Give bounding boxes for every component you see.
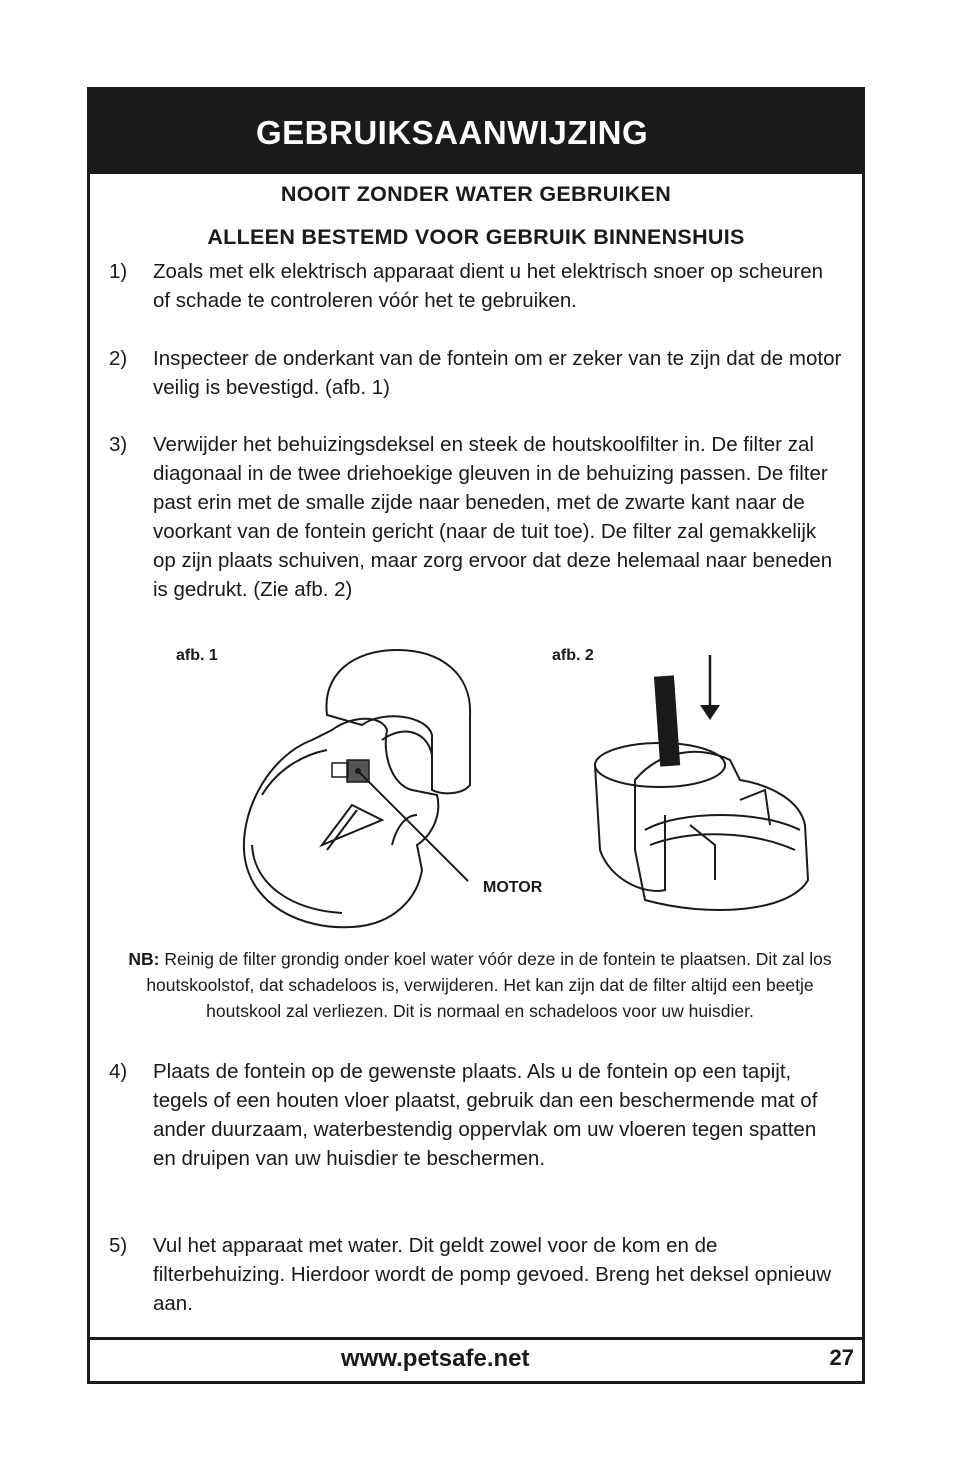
item-text: Inspecteer de onderkant van de fontein om er zeker van te zijn dat de motor veilig is bevestigd. (afb. 1) [153,347,842,399]
item-text: Verwijder het behuizingsdeksel en steek de houtskoolfilter in. De filter zal diagonaal in de twee driehoekige gleuven in de behuizing passen. De filter past erin met de smalle zijde naar beneden, met de zwarte kant naar de voorkant van de fontein gericht (naar de tuit toe). De filter zal gemakkelijk op zijn plaats schuiven, maar zorg ervoor dat deze helemaal naar beneden is gedrukt. (Zie afb. 2) [153,433,833,601]
note-text: Reinig de filter grondig onder koel water vóór deze in de fontein te plaatsen. Dit zal los houtskoolstof, dat schadeloos is, verwijderen. Het kan zijn dat de filter altijd een beetje houtskool zal verliezen. Dit is normaal en schadeloos voor uw huisdier. [146,949,832,1021]
warning-subtitle-1: NOOIT ZONDER WATER GEBRUIKEN [280,182,672,206]
header-bar [90,90,862,174]
page-frame [87,87,865,1384]
fig2-filter-insertion-illustration [590,650,820,930]
fig2-label: afb. 2 [552,647,594,664]
footer-bar [90,1337,862,1381]
website-url: www.petsafe.net [341,1345,530,1372]
item-text: Plaats de fontein op de gewenste plaats. Als u de fontein op een tapijt, tegels of een houten vloer plaatst, gebruik dan een beschermende mat of ander duurzaam, waterbestendig oppervlak om uw vloeren tegen spatten en druipen van uw huisdier te beschermen. [153,1060,818,1170]
warning-subtitle-2: ALLEEN BESTEMD VOOR GEBRUIK BINNENSHUIS [207,225,745,249]
item-number: 3) [109,433,128,456]
page-number: 27 [829,1345,854,1370]
item-number: 5) [109,1234,128,1257]
note-paragraph [120,946,840,1024]
page-title: GEBRUIKSAANWIJZING [256,114,649,151]
item-number: 1) [109,260,128,283]
item-text: Vul het apparaat met water. Dit geldt zowel voor de kom en de filterbehuizing. Hierdoor wordt de pomp gevoed. Breng het deksel opnieuw aan. [153,1234,832,1315]
motor-label: MOTOR [483,879,543,896]
note-prefix: NB: [128,949,160,969]
item-text: Zoals met elk elektrisch apparaat dient u het elektrisch snoer op scheuren of schade te controleren vóór het te gebruiken. [153,260,824,312]
item-number: 2) [109,347,128,370]
item-number: 4) [109,1060,128,1083]
fig1-fountain-underside-illustration [232,645,482,935]
fig1-label: afb. 1 [176,647,218,664]
